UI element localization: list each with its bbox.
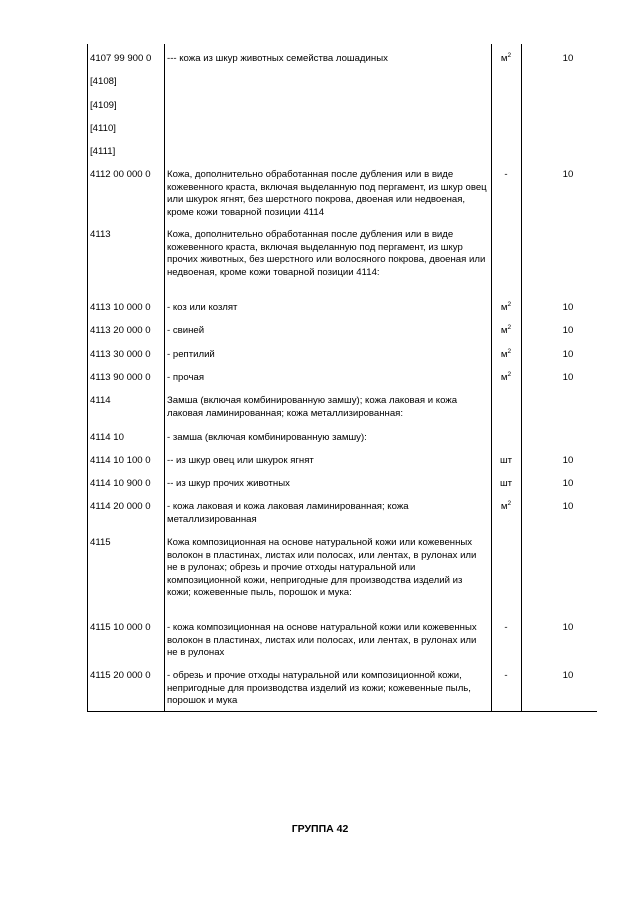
table-border-bottom [87,711,597,712]
tariff-code: 4115 10 000 0 [90,622,151,633]
unit-cell [491,169,521,182]
tariff-description: - кожа композиционная на основе натуральной кожи или кожевенных волокон в пластинах, листах или полосах, или лентах, в рулонах или не в рулонах [167,622,477,658]
page-footer-group-label: ГРУППА 42 [291,823,349,835]
duty-rate: 10 [562,169,574,180]
tariff-table [87,44,597,712]
tariff-code: 4114 20 000 0 [90,501,151,512]
tariff-code: [4111] [90,146,116,157]
unit-cell [491,455,521,468]
tariff-description: - обрезь и прочие отходы натуральной или композиционной кожи, непригодные для производства изделий из кожи; кожевенные пыль, порошок и мука [167,670,471,706]
tariff-code: 4113 10 000 0 [90,302,151,313]
unit-cell [491,53,521,66]
column-divider-unit [521,44,522,712]
tariff-description: --- кожа из шкур животных семейства лошадиных [167,53,388,64]
duty-rate: 10 [562,478,574,489]
tariff-description: Кожа, дополнительно обработанная после дубления или в виде кожевенного краста, включая выделанную под пергамент, из шкур прочих животных, без шерстного или волосяного покрова, двоеная или недвоеная, кроме кожи товарной позиции 4114: [167,229,486,278]
tariff-code: 4113 90 000 0 [90,372,151,383]
unit-text: м [500,501,508,512]
unit-text: - [504,670,508,681]
tariff-code: 4114 [90,395,111,406]
table-border-left [87,44,88,712]
unit-cell [491,349,521,362]
duty-rate: 10 [562,622,574,633]
unit-cell [491,478,521,491]
unit-text: - [504,169,508,180]
column-divider-code [164,44,165,712]
tariff-code: 4115 [90,537,111,548]
unit-text: - [504,622,508,633]
tariff-code: [4110] [90,123,116,134]
unit-text: м [500,349,508,360]
unit-text: шт [499,455,513,466]
tariff-code: 4114 10 [90,432,124,443]
tariff-code: [4108] [90,76,117,87]
tariff-description: Кожа композиционная на основе натуральной кожи или кожевенных волокон в пластинах, листах или полосах, или лентах, в рулонах или не в рулонах; обрезь и прочие отходы натуральной или композиционной кожи, непригодные для производства изделий из кожи; кожевенные пыль, порошок и мука: [167,537,477,598]
tariff-code: 4113 30 000 0 [90,349,151,360]
tariff-code: 4114 10 100 0 [90,455,151,466]
unit-superscript: 2 [507,348,512,355]
tariff-code: 4115 20 000 0 [90,670,151,681]
unit-superscript: 2 [507,371,512,378]
duty-rate: 10 [562,501,574,512]
unit-cell [491,670,521,683]
unit-cell [491,622,521,635]
tariff-description: - кожа лаковая и кожа лаковая ламинированная; кожа металлизированная [167,501,409,525]
unit-superscript: 2 [507,301,512,308]
tariff-code: 4107 99 900 0 [90,53,152,64]
duty-rate: 10 [562,372,574,383]
duty-rate: 10 [562,53,574,64]
tariff-code: 4112 00 000 0 [90,169,151,180]
tariff-description: - свиней [167,325,205,336]
tariff-code: 4114 10 900 0 [90,478,151,489]
tariff-description: - замша (включая комбинированную замшу): [167,432,367,443]
unit-cell [491,501,521,514]
tariff-description: - коз или козлят [167,302,238,313]
tariff-description: - прочая [167,372,205,383]
unit-text: м [500,53,508,64]
unit-text: шт [499,478,513,489]
tariff-description: - рептилий [167,349,215,360]
unit-cell [491,372,521,385]
duty-rate: 10 [562,302,574,313]
duty-rate: 10 [562,670,574,681]
unit-text: м [500,302,508,313]
tariff-code: 4113 [90,229,111,240]
unit-superscript: 2 [507,52,512,59]
tariff-code: [4109] [90,100,117,111]
unit-cell [491,325,521,338]
tariff-code: 4113 20 000 0 [90,325,151,336]
tariff-description: Замша (включая комбинированную замшу); кожа лаковая и кожа лаковая ламинированная; кожа металлизированная: [167,395,458,419]
unit-text: м [500,325,508,336]
duty-rate: 10 [562,349,574,360]
tariff-description: -- из шкур прочих животных [167,478,290,489]
duty-rate: 10 [562,455,574,466]
unit-cell [491,302,521,315]
unit-superscript: 2 [507,500,512,507]
unit-superscript: 2 [507,324,512,331]
tariff-description: Кожа, дополнительно обработанная после дубления или в виде кожевенного краста, включая выделанную под пергамент, из шкур овец или шкурок ягнят, без шерстного покрова, двоеная или недвоеная, кроме кожи товарной позиции 4114 [167,169,487,218]
duty-rate: 10 [562,325,574,336]
unit-text: м [500,372,508,383]
tariff-description: -- из шкур овец или шкурок ягнят [167,455,314,466]
